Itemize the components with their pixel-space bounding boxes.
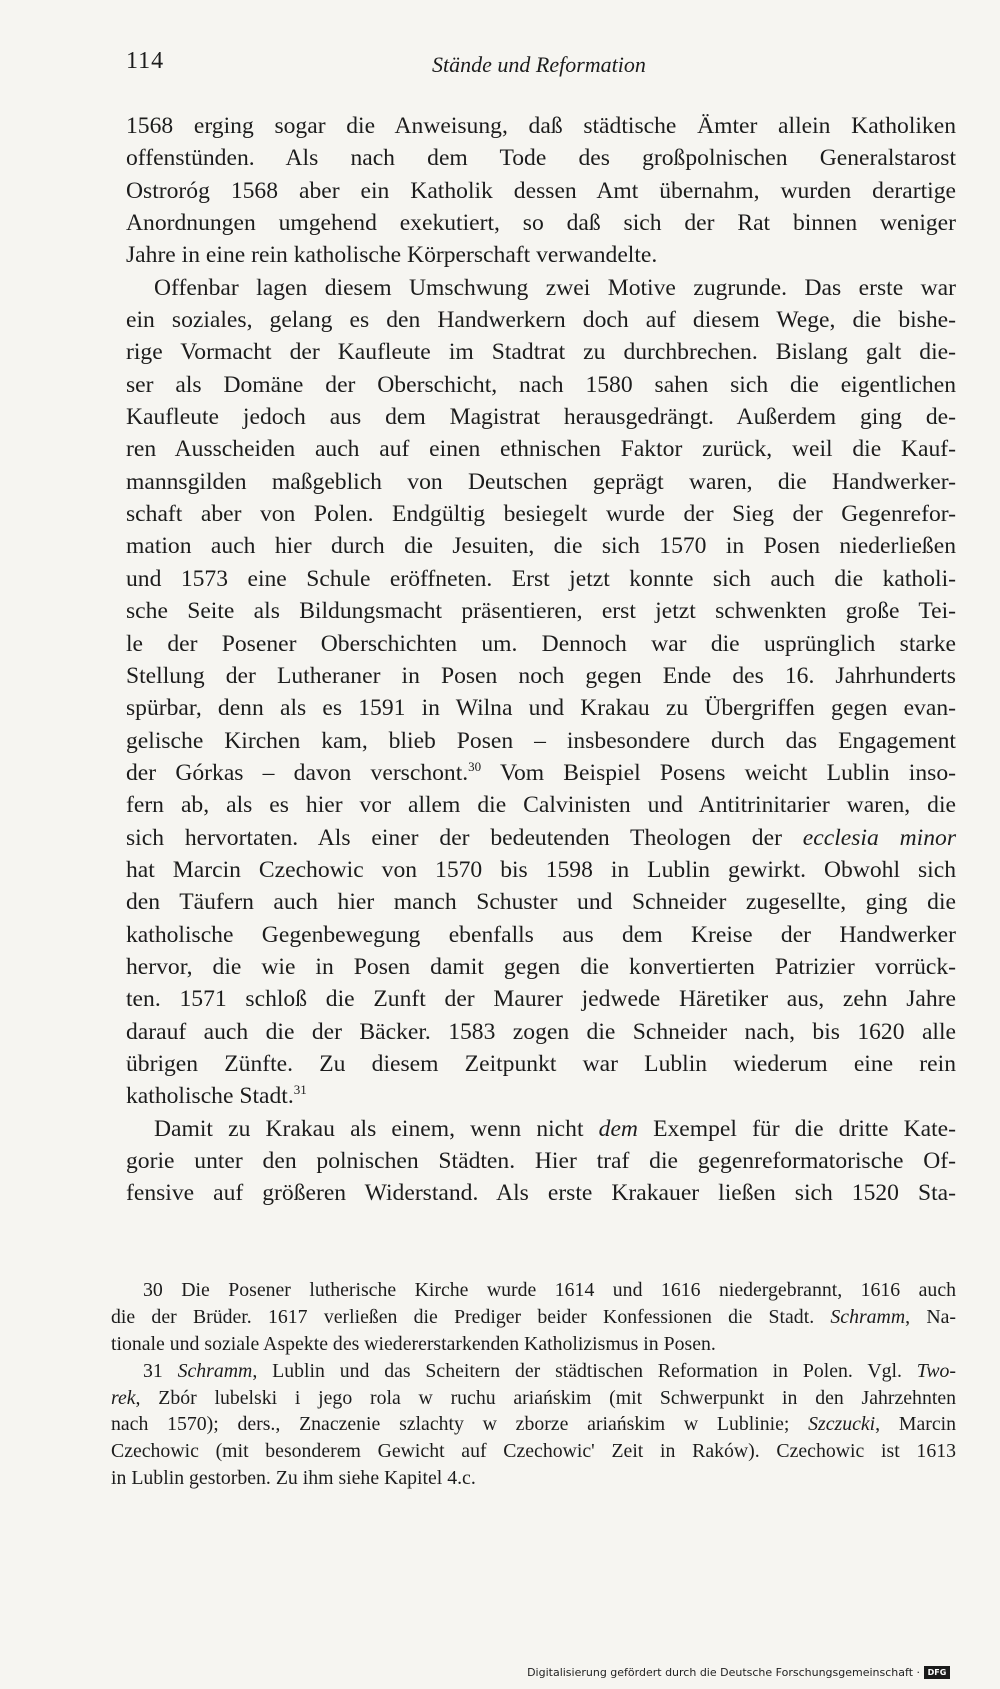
text-line: gelische Kirchen kam, blieb Posen – insbesondere durch das Engagement — [126, 727, 956, 754]
text-line: und 1573 eine Schule eröffneten. Erst jetzt konnte sich auch die katholi- — [126, 565, 956, 592]
text-line: ren Ausscheiden auch auf einen ethnischen Faktor zurück, weil die Kauf- — [126, 436, 956, 463]
footnote-line: Czechowic (mit besonderem Gewicht auf Czechowic' Zeit in Raków). Czechowic ist 1613 — [111, 1440, 956, 1463]
footnote-line: 31 Schramm, Lublin und das Scheitern der städtischen Reformation in Polen. Vgl. Two- — [143, 1359, 956, 1382]
text-line: hervor, die wie in Posen damit gegen die konvertierten Patrizier vorrück- — [126, 953, 956, 980]
footnotes — [111, 1277, 956, 1492]
text-line: Anordnungen umgehend exekutiert, so daß sich der Rat binnen weniger — [126, 210, 956, 237]
text-line: Jahre in eine rein katholische Körperschaft verwandelte. — [126, 242, 658, 269]
text-line: sche Seite als Bildungsmacht präsentieren, erst jetzt schwenkten große Tei- — [126, 598, 956, 625]
text-line: spürbar, denn als es 1591 in Wilna und Krakau zu Übergriffen gegen evan- — [126, 695, 956, 722]
text-line: darauf auch die der Bäcker. 1583 zogen die Schneider nach, bis 1620 alle — [126, 1018, 956, 1045]
text-line: mannsgilden maßgeblich von Deutschen geprägt waren, die Handwerker- — [126, 468, 956, 495]
page-header — [126, 44, 956, 84]
dfg-logo-icon: DFG — [924, 1666, 950, 1679]
footnote-line: 30 Die Posener lutherische Kirche wurde 1614 und 1616 niedergebrannt, 1616 auch — [143, 1279, 956, 1301]
text-line: offenstünden. Als nach dem Tode des großpolnischen Generalstarost — [126, 145, 956, 172]
text-line: ten. 1571 schloß die Zunft der Maurer jedwede Häretiker aus, zehn Jahre — [126, 986, 956, 1013]
text-line: fensive auf größeren Widerstand. Als erste Krakauer ließen sich 1520 Sta- — [126, 1180, 956, 1207]
text-line: Ostroróg 1568 aber ein Katholik dessen Amt übernahm, wurden derartige — [126, 177, 956, 204]
credit-text: Digitalisierung gefördert durch die Deutsche Forschungsgemeinschaft · — [527, 1666, 920, 1679]
text-line: katholische Gegenbewegung ebenfalls aus dem Kreise der Handwerker — [126, 921, 956, 948]
digitization-credit — [527, 1666, 950, 1679]
text-line: der Górkas – davon verschont.$^{30}$ Vom Beispiel Posens weicht Lublin inso- — [126, 758, 956, 786]
text-line: hat Marcin Czechowic von 1570 bis 1598 in Lublin gewirkt. Obwohl sich — [126, 856, 956, 883]
text-line: le der Posener Oberschichten um. Dennoch war die usprünglich starke — [126, 630, 956, 657]
text-line: ein soziales, gelang es den Handwerkern doch auf diesem Wege, die bishe- — [126, 307, 956, 334]
text-line: rige Vormacht der Kaufleute im Stadtrat zu durchbrechen. Bislang galt die- — [126, 339, 956, 366]
text-line: Kaufleute jedoch aus dem Magistrat herausgedrängt. Außerdem ging de- — [126, 404, 956, 431]
page-number: 114 — [126, 48, 165, 74]
footnote-line: rek, Zbór lubelski i jego rola w ruchu ariańskim (mit Schwerpunkt in den Jahrzehnten — [111, 1386, 956, 1409]
running-head: Stände und Reformation — [432, 52, 646, 77]
text-line: übrigen Zünfte. Zu diesem Zeitpunkt war Lublin wiederum eine rein — [126, 1050, 956, 1077]
body-text — [126, 110, 956, 1210]
text-line: Offenbar lagen diesem Umschwung zwei Motive zugrunde. Das erste war — [154, 274, 956, 301]
footnote-line: tionale und soziale Aspekte des wiedererstarkenden Katholizismus in Posen. — [111, 1332, 716, 1355]
text-line: gorie unter den polnischen Städten. Hier traf die gegenreformatorische Of- — [126, 1148, 956, 1174]
text-line: mation auch hier durch die Jesuiten, die sich 1570 in Posen niederließen — [126, 533, 956, 560]
text-line: Stellung der Lutheraner in Posen noch gegen Ende des 16. Jahrhunderts — [126, 662, 956, 689]
text-line: den Täufern auch hier manch Schuster und Schneider zugesellte, ging die — [126, 889, 956, 916]
text-line: 1568 erging sogar die Anweisung, daß städtische Ämter allein Katholiken — [126, 113, 956, 139]
text-line: schaft aber von Polen. Endgültig besiegelt wurde der Sieg der Gegenrefor- — [126, 501, 956, 528]
footnote-line: die der Brüder. 1617 verließen die Prediger beider Konfessionen die Stadt. Schramm, Na- — [111, 1305, 957, 1328]
text-line: ser als Domäne der Oberschicht, nach 1580 sahen sich die eigentlichen — [126, 371, 956, 398]
footnote-line: nach 1570); ders., Znaczenie szlachty w zborze ariańskim w Lublinie; Szczucki, Marcin — [111, 1413, 956, 1436]
footnote-line: in Lublin gestorben. Zu ihm siehe Kapitel 4.c. — [111, 1467, 476, 1490]
text-line: Damit zu Krakau als einem, wenn nicht dem Exempel für die dritte Kate- — [154, 1115, 956, 1142]
text-line: katholische Stadt.$^{31}$ — [126, 1082, 307, 1110]
text-line: fern ab, als es hier vor allem die Calvinisten und Antitrinitarier waren, die — [126, 792, 956, 819]
text-line: sich hervortaten. Als einer der bedeutenden Theologen der ecclesia minor — [126, 824, 957, 851]
